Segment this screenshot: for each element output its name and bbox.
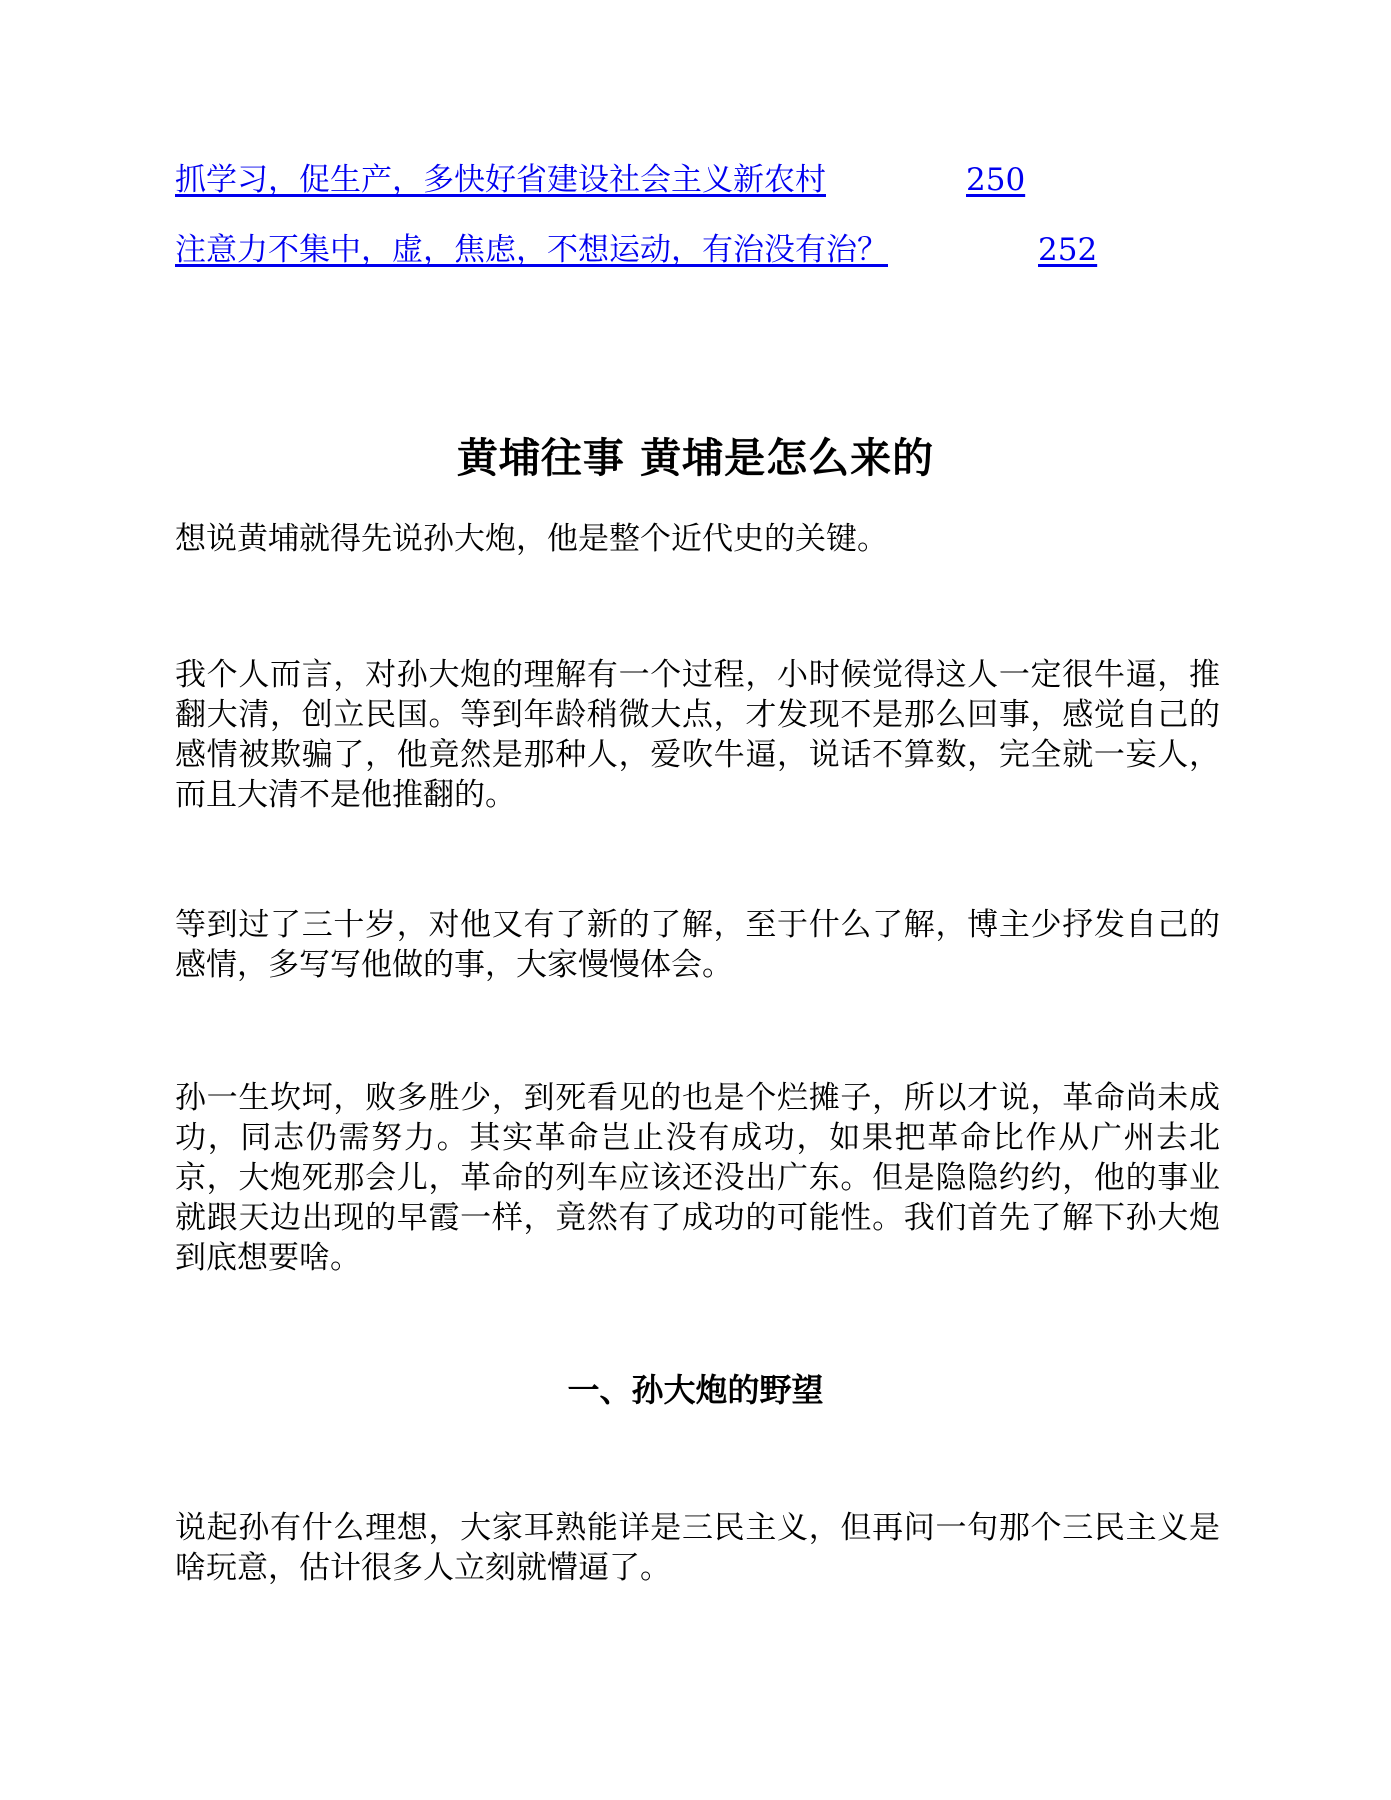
toc-link-1-text: 抓学习，促生产，多快好省建设社会主义新农村 xyxy=(175,162,826,198)
paragraph-after-thirty: 等到过了三十岁，对他又有了新的了解，至于什么了解，博主少抒发自己的感情，多写写他做的事，大家慢慢体会。 xyxy=(175,907,1220,983)
section-heading: 一、孙大炮的野望 xyxy=(567,1371,824,1409)
paragraph-revolution: 孙一生坎坷，败多胜少，到死看见的也是个烂摊子，所以才说，革命尚未成功，同志仍需努力。其实革命岂止没有成功，如果把革命比作从广州去北京，大炮死那会儿，革命的列车应该还没出广东。但是隐隐约约，他的事业就跟天边出现的早霞一样，竟然有了成功的可能性。我们首先了解下孙大炮到底想要啥。 xyxy=(175,1080,1220,1276)
paragraph-three-principles: 说起孙有什么理想，大家耳熟能详是三民主义，但再问一句那个三民主义是啥玩意，估计很多人立刻就懵逼了。 xyxy=(175,1510,1220,1586)
paragraph-understanding: 我个人而言，对孙大炮的理解有一个过程，小时候觉得这人一定很牛逼，推翻大清，创立民国。等到年龄稍微大点，才发现不是那么回事，感觉自己的感情被欺骗了，他竟然是那种人，爱吹牛逼，说话不算数，完全就一妄人，而且大清不是他推翻的。 xyxy=(175,657,1220,813)
paragraph-intro: 想说黄埔就得先说孙大炮，他是整个近代史的关键。 xyxy=(175,521,888,557)
toc-link-2-page: 252 xyxy=(1038,232,1098,268)
toc-link-2[interactable] xyxy=(175,230,1175,270)
toc-link-1[interactable] xyxy=(175,160,1175,200)
toc-link-2-text: 注意力不集中，虚，焦虑，不想运动，有治没有治？ xyxy=(175,232,888,268)
toc-link-1-page: 250 xyxy=(966,162,1026,198)
article-title: 黄埔往事 黄埔是怎么来的 xyxy=(456,434,935,482)
table-of-contents xyxy=(175,160,1175,300)
